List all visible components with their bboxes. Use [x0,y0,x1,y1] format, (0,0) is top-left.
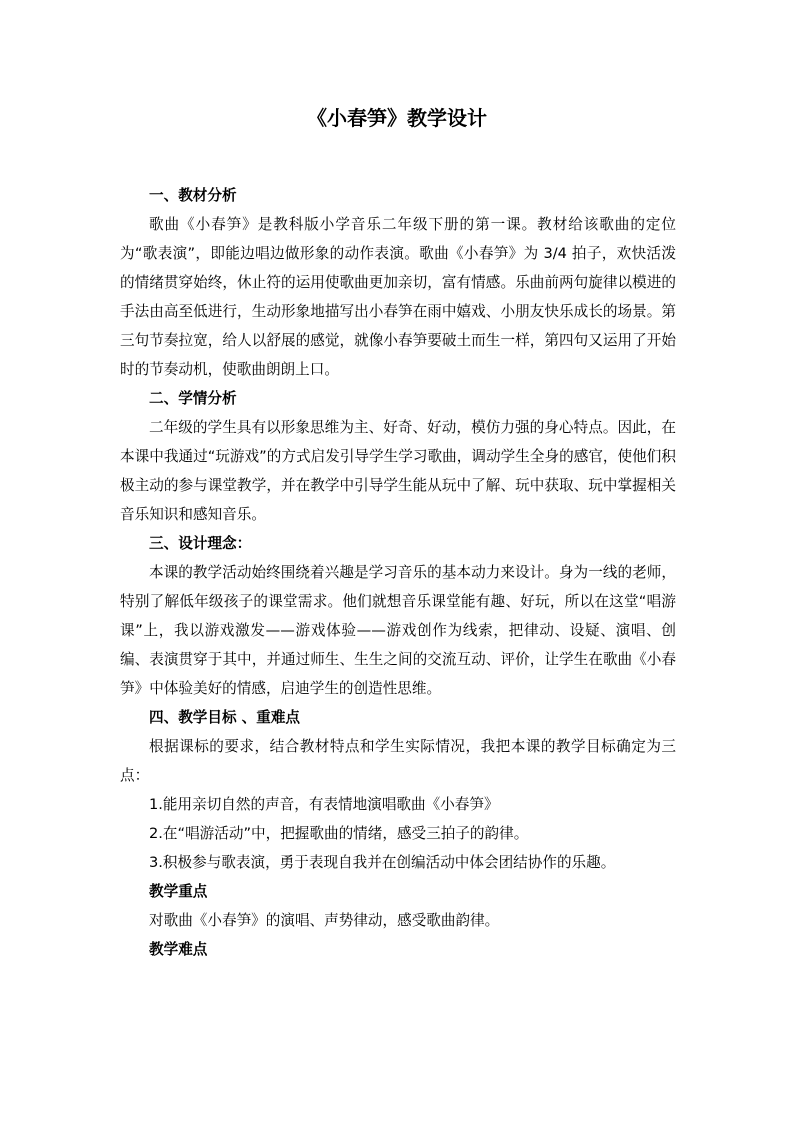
teaching-goal-item: 1.能用亲切自然的声音，有表情地演唱歌曲《小春笋》 [149,796,499,813]
section-heading-teaching-goals: 四、教学目标 、重难点 [149,709,301,726]
teaching-goal-item: 2.在“唱游活动”中，把握歌曲的情绪，感受三拍子的韵律。 [149,825,529,842]
teaching-goals-paragraph: 根据课标的要求，结合教材特点和学生实际情况，我把本课的教学目标确定为三点： [120,738,676,784]
student-analysis-paragraph: 二年级的学生具有以形象思维为主、好奇、好动，模仿力强的身心特点。因此，在本课中我通过“玩游戏”的方式启发引导学生学习歌曲，调动学生全身的感官，使他们积极主动的参与课堂教学，并在教学中引导学生能从玩中了解、玩中获取、玩中掌握相关音乐知识和感知音乐。 [120,419,676,523]
section-heading-design-concept: 三、设计理念： [149,535,252,552]
document-title: 《小春笋》教学设计 [307,106,487,130]
textbook-analysis-paragraph: 歌曲《小春笋》是教科版小学音乐二年级下册的第一课。教材给该歌曲的定位为“歌表演”，即能边唱边做形象的动作表演。歌曲《小春笋》为 3/4 拍子，欢快活泼的情绪贯穿始终，休止符的运用使歌曲更加亲切，富有情感。乐曲前两句旋律以模进的手法由高至低进行，生动形象地描写出小春笋在雨中嬉戏、小朋友快乐成长的场景。第三句节奏拉宽，给人以舒展的感觉，就像小春笋要破土而生一样，第四句又运用了开始时的节奏动机，使歌曲朗朗上口。 [120,216,676,378]
teaching-goal-item: 3.积极参与歌表演，勇于表现自我并在创编活动中体会团结协作的乐趣。 [149,854,616,871]
document-body [120,181,676,964]
section-heading-difficult-points: 教学难点 [149,941,208,958]
section-heading-textbook-analysis: 一、教材分析 [149,187,237,204]
design-concept-paragraph: 本课的教学活动始终围绕着兴趣是学习音乐的基本动力来设计。身为一线的老师，特别了解低年级孩子的课堂需求。他们就想音乐课堂能有趣、好玩，所以在这堂“唱游课”上，我以游戏激发——游戏体验——游戏创作为线索，把律动、设疑、演唱、创编、表演贯穿于其中，并通过师生、生生之间的交流互动、评价，让学生在歌曲《小春笋》中体验美好的情感，启迪学生的创造性思维。 [120,564,676,697]
section-heading-key-points: 教学重点 [149,883,208,900]
key-point-item: 对歌曲《小春笋》的演唱、声势律动，感受歌曲韵律。 [149,912,500,929]
section-heading-student-analysis: 二、学情分析 [149,390,237,407]
